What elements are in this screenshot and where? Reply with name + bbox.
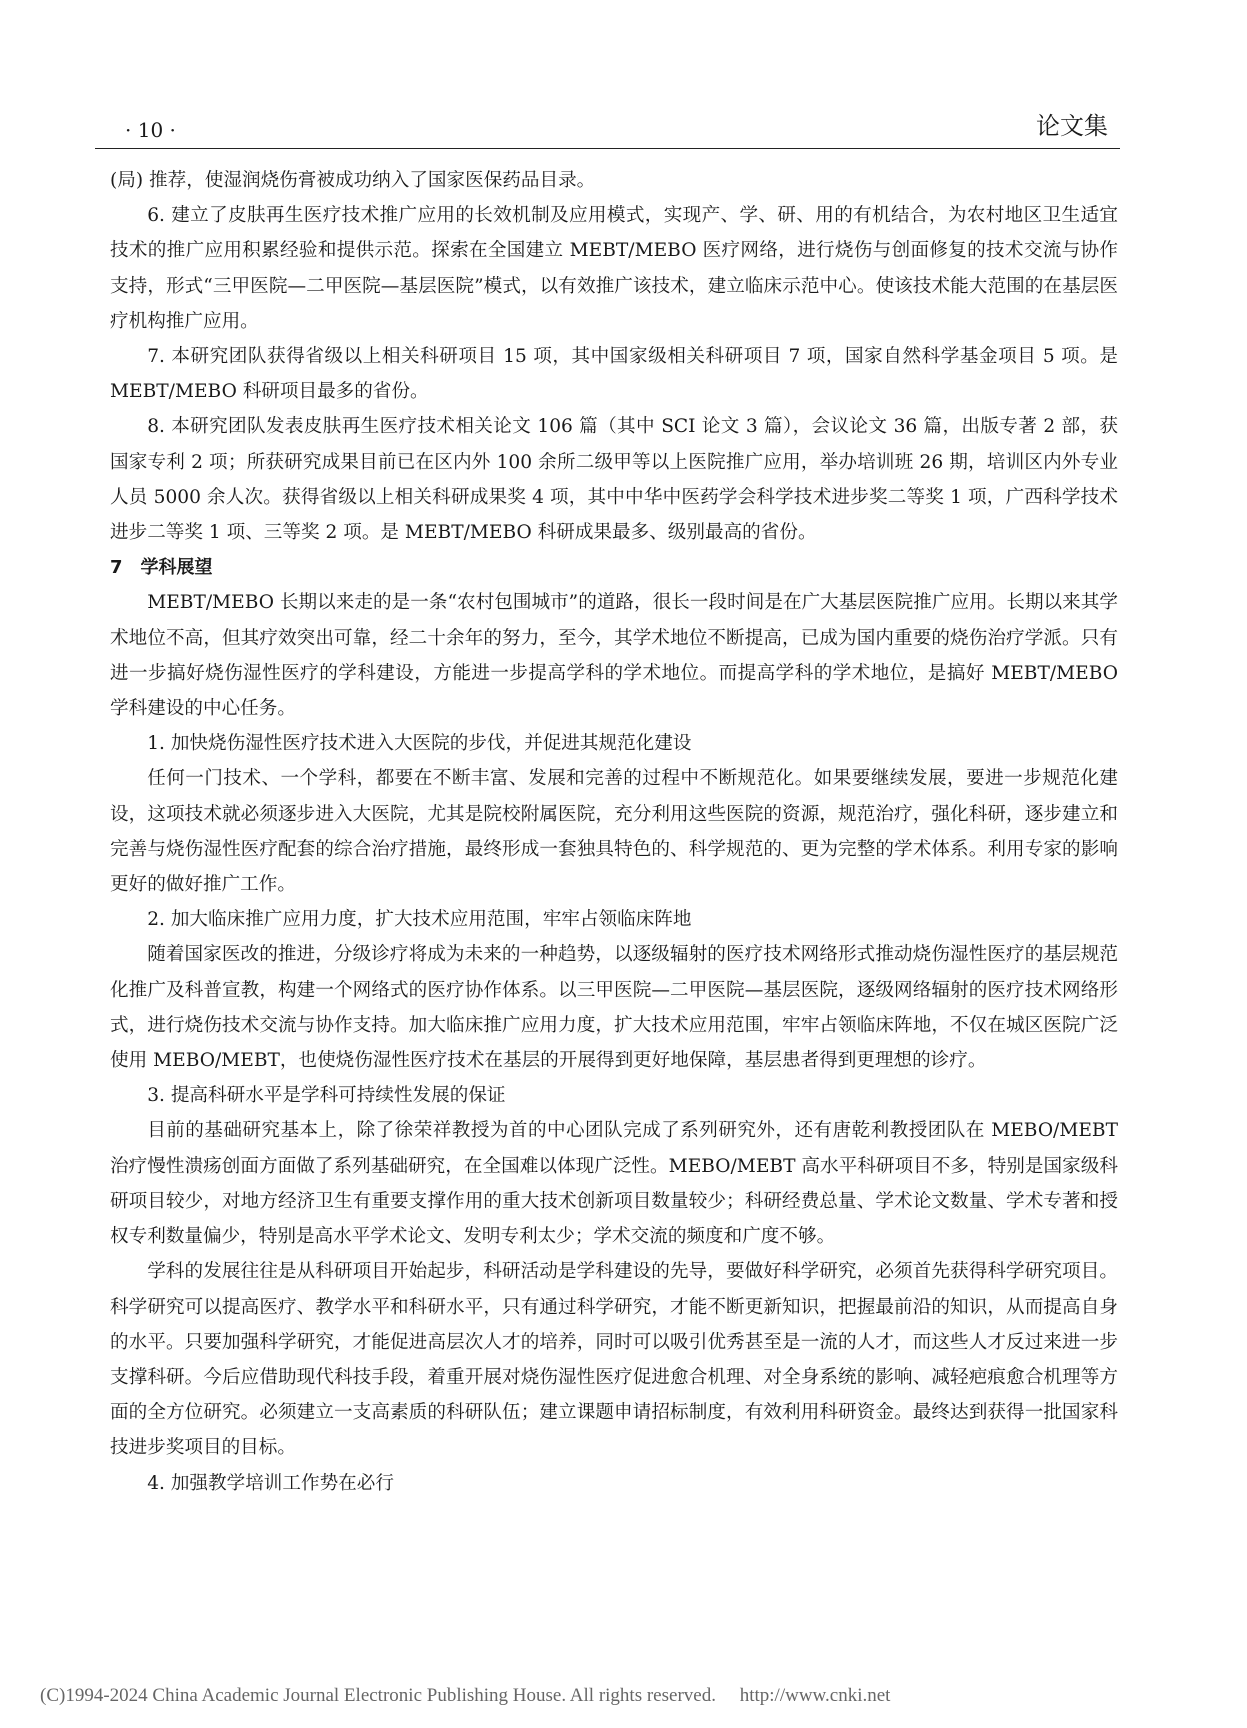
copyright-footer: (C)1994-2024 China Academic Journal Electronic Publishing House. All rights reserved. http://www.cnki.net: [40, 1685, 891, 1706]
paragraph: MEBT/MEBO 长期以来走的是一条“农村包围城市”的道路，很长一段时间是在广大基层医院推广应用。长期以来其学术地位不高，但其疗效突出可靠，经二十余年的努力，至今，其学术地位不断提高，已成为国内重要的烧伤治疗学派。只有进一步搞好烧伤湿性医疗的学科建设，方能进一步提高学科的学术地位。而提高学科的学术地位，是搞好 MEBT/MEBO 学科建设的中心任务。: [110, 592, 1118, 720]
page-number: · 10 ·: [125, 118, 176, 142]
subsection-title: 1. 加快烧伤湿性医疗技术进入大医院的步伐，并促进其规范化建设: [147, 733, 692, 755]
paragraph: 学科的发展往往是从科研项目开始起步，科研活动是学科建设的先导，要做好科学研究，必须首先获得科学研究项目。科学研究可以提高医疗、教学水平和科研水平，只有通过科学研究，才能不断更新知识，把握最前沿的知识，从而提高自身的水平。只要加强科学研究，才能促进高层次人才的培养，同时可以吸引优秀甚至是一流的人才，而这些人才反过来进一步支撑科研。今后应借助现代科技手段，着重开展对烧伤湿性医疗促进愈合机理、对全身系统的影响、减轻疤痕愈合机理等方面的全方位研究。必须建立一支高素质的科研队伍；建立课题申请招标制度，有效利用科研资金。最终达到获得一批国家科技进步奖项目的目标。: [110, 1261, 1118, 1459]
paragraph: 目前的基础研究基本上，除了徐荣祥教授为首的中心团队完成了系列研究外，还有唐乾利教授团队在 MEBO/MEBT 治疗慢性溃疡创面方面做了系列基础研究，在全国难以体现广泛性。MEBO/MEBT 高水平科研项目不多，特别是国家级科研项目较少，对地方经济卫生有重要支撑作用的重大技术创新项目数量较少；科研经费总量、学术论文数量、学术专著和授权专利数量偏少，特别是高水平学术论文、发明专利太少；学术交流的频度和广度不够。: [110, 1120, 1118, 1248]
subsection-title: 3. 提高科研水平是学科可持续性发展的保证: [147, 1085, 506, 1107]
page-header: [95, 100, 1120, 140]
subsection-title: 2. 加大临床推广应用力度，扩大技术应用范围，牢牢占领临床阵地: [147, 909, 692, 931]
paragraph: 6. 建立了皮肤再生医疗技术推广应用的长效机制及应用模式，实现产、学、研、用的有机结合，为农村地区卫生适宜技术的推广应用积累经验和提供示范。探索在全国建立 MEBT/MEBO 医疗网络，进行烧伤与创面修复的技术交流与协作支持，形式“三甲医院—二甲医院—基层医院”模式，以有效推广该技术，建立临床示范中心。使该技术能大范围的在基层医疗机构推广应用。: [110, 205, 1118, 332]
article-body: [110, 163, 1118, 1501]
section-heading: 7 学科展望: [110, 557, 213, 579]
journal-title: 论文集: [1036, 112, 1108, 140]
paragraph: 7. 本研究团队获得省级以上相关科研项目 15 项，其中国家级相关科研项目 7 项，国家自然科学基金项目 5 项。是 MEBT/MEBO 科研项目最多的省份。: [110, 346, 1118, 403]
paragraph: 随着国家医改的推进，分级诊疗将成为未来的一种趋势，以逐级辐射的医疗技术网络形式推动烧伤湿性医疗的基层规范化推广及科普宣教，构建一个网络式的医疗协作体系。以三甲医院—二甲医院—基层医院，逐级网络辐射的医疗技术网络形式，进行烧伤技术交流与协作支持。加大临床推广应用力度，扩大技术应用范围，牢牢占领临床阵地，不仅在城区医院广泛使用 MEBO/MEBT，也使烧伤湿性医疗技术在基层的开展得到更好地保障，基层患者得到更理想的诊疗。: [110, 944, 1118, 1072]
subsection-title: 4. 加强教学培训工作势在必行: [147, 1472, 394, 1494]
paragraph: 任何一门技术、一个学科，都要在不断丰富、发展和完善的过程中不断规范化。如果要继续发展，要进一步规范化建设，这项技术就必须逐步进入大医院，尤其是院校附属医院，充分利用这些医院的资源，规范治疗，强化科研，逐步建立和完善与烧伤湿性医疗配套的综合治疗措施，最终形成一套独具特色的、科学规范的、更为完整的学术体系。利用专家的影响更好的做好推广工作。: [110, 768, 1118, 896]
paragraph: (局) 推荐，使湿润烧伤膏被成功纳入了国家医保药品目录。: [110, 170, 596, 191]
header-rule: [95, 148, 1120, 149]
paragraph: 8. 本研究团队发表皮肤再生医疗技术相关论文 106 篇（其中 SCI 论文 3 篇），会议论文 36 篇，出版专著 2 部，获国家专利 2 项；所获研究成果目前已在区内外 100 余所二级甲等以上医院推广应用，举办培训班 26 期，培训区内外专业人员 5000 余人次。获得省级以上相关科研成果奖 4 项，其中中华中医药学会科学技术进步奖二等奖 1 项，广西科学技术进步二等奖 1 项、三等奖 2 项。是 MEBT/MEBO 科研成果最多、级别最高的省份。: [110, 416, 1118, 544]
